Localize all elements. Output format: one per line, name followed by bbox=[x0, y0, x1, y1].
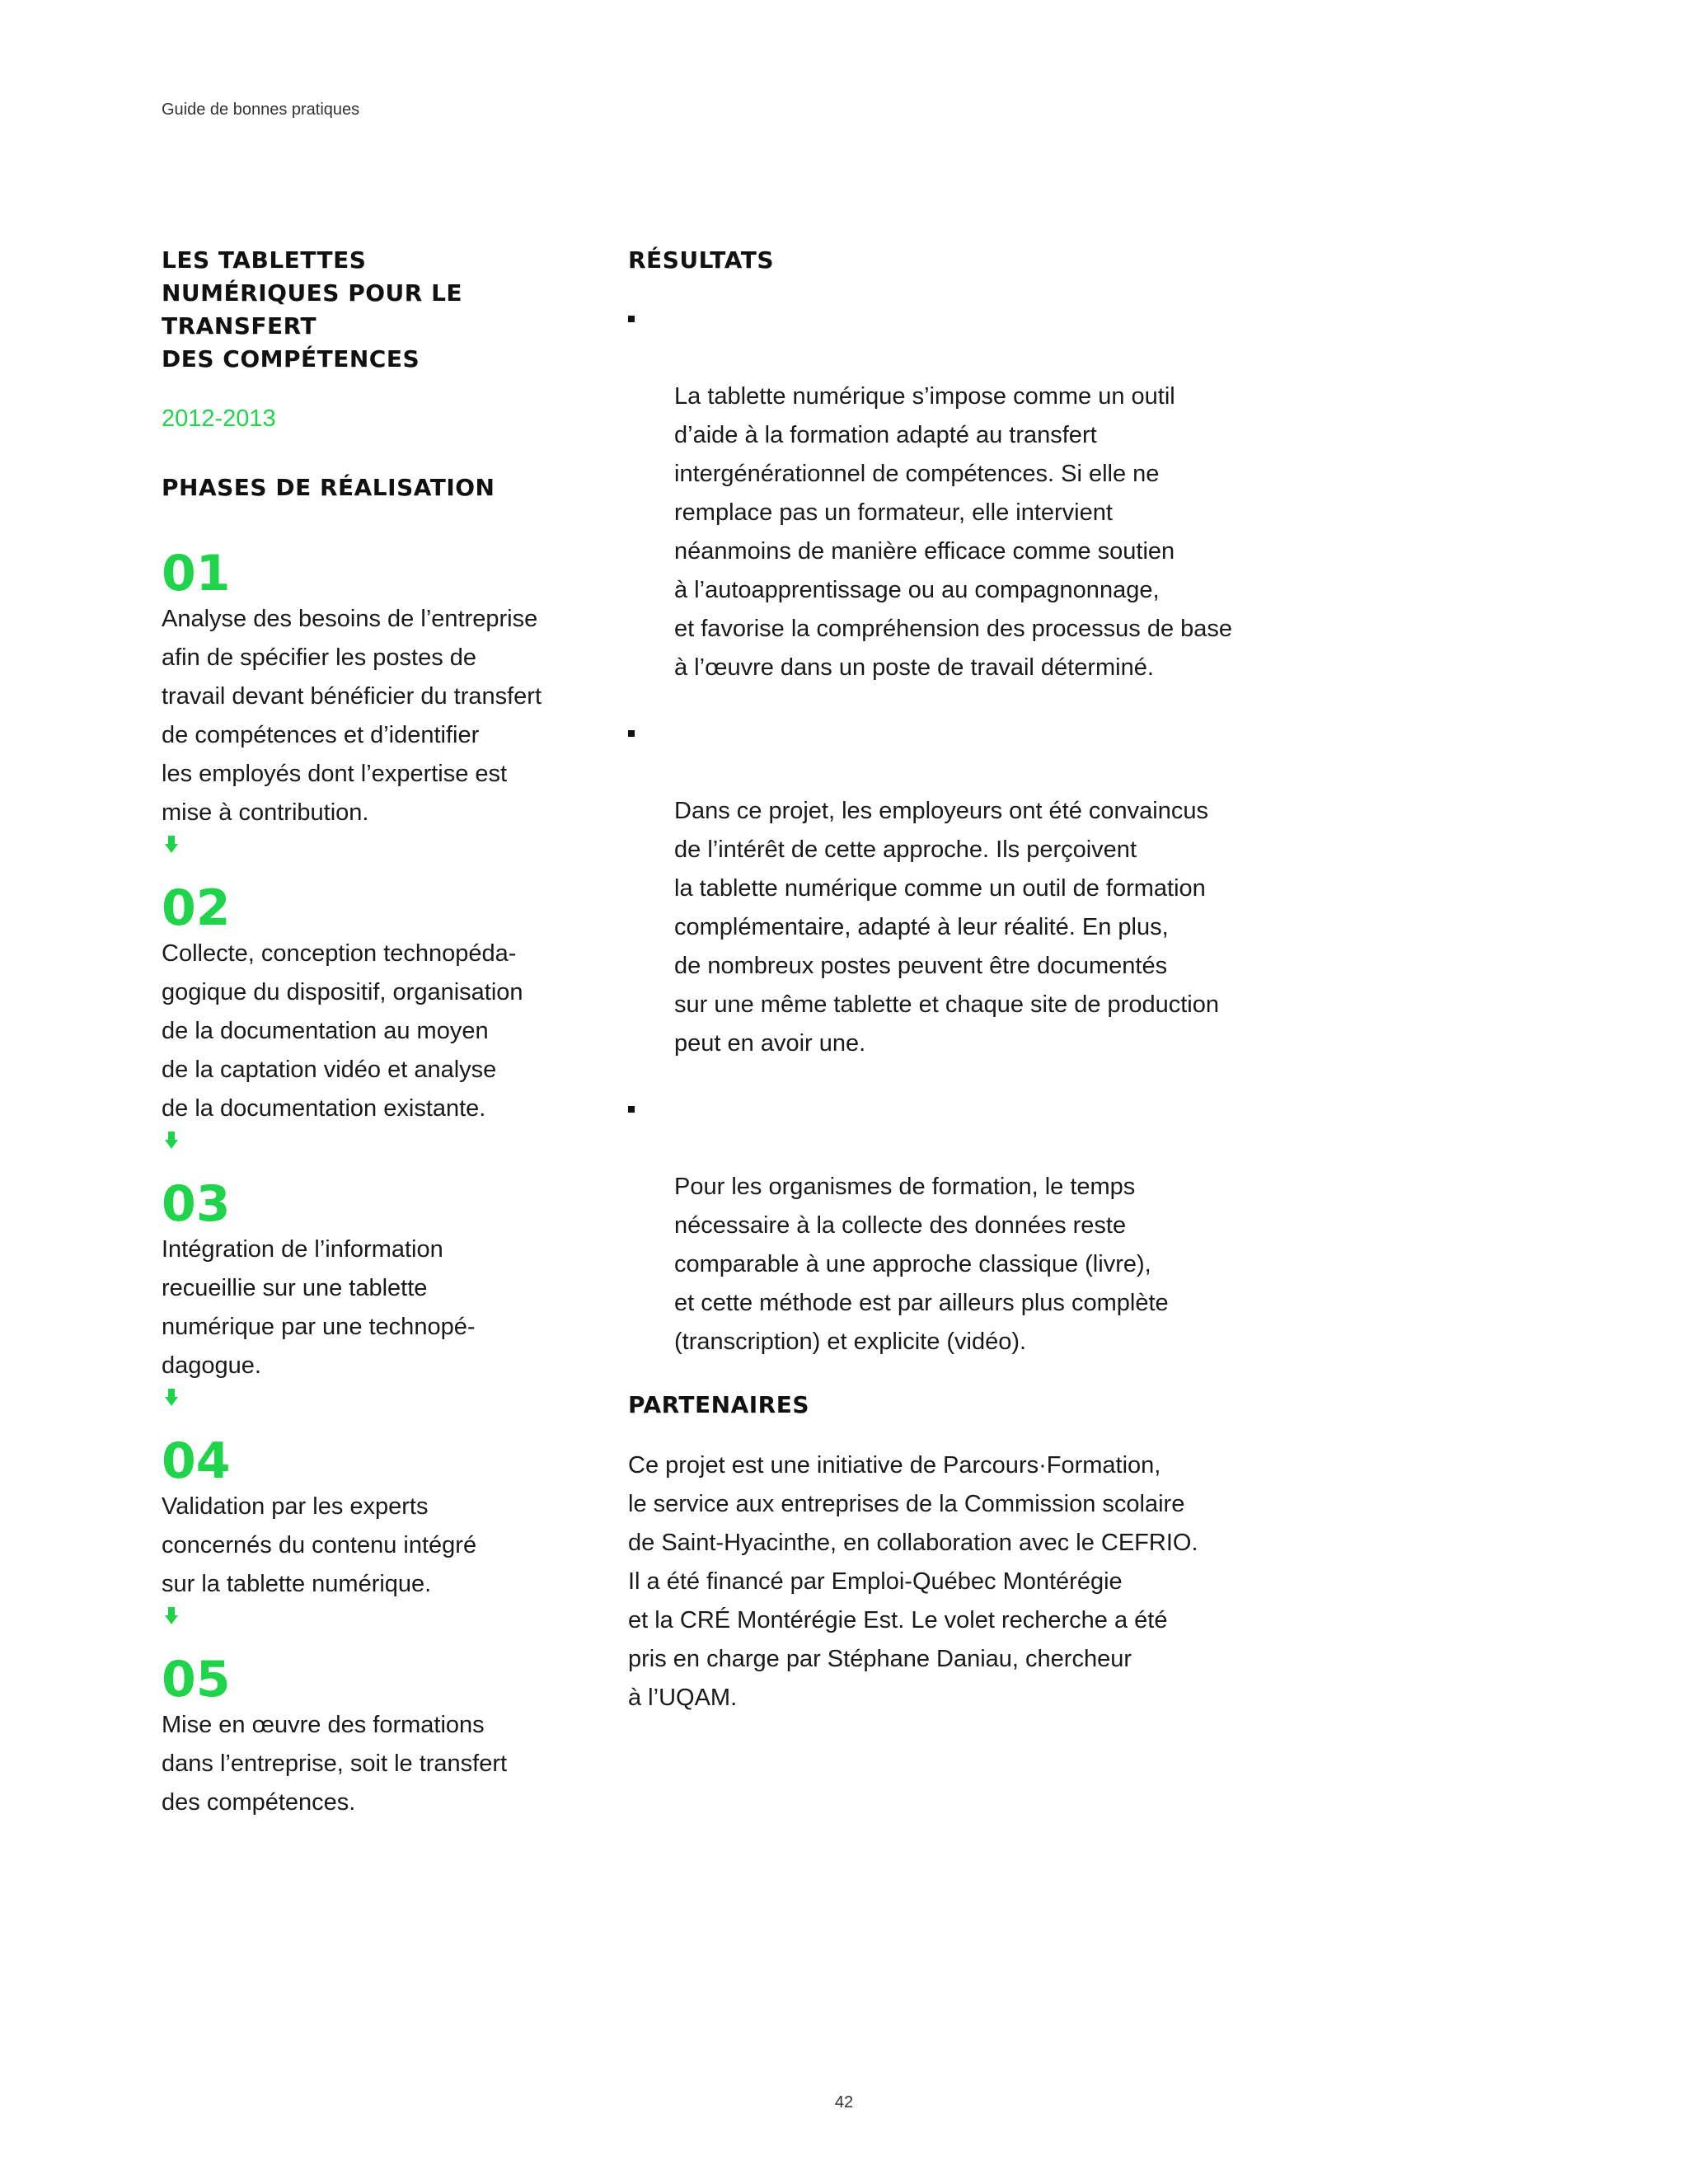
list-item-text: Pour les organismes de formation, le temps nécessaire à la collecte des données reste comparable à une approche classique (livre), et cette méthode est par ailleurs plus complète (transcription) et explicite (vidéo). bbox=[674, 1174, 1169, 1355]
phase-description: Mise en œuvre des formations dans l’entreprise, soit le transfert des compétences. bbox=[162, 1712, 508, 1816]
phase-03 bbox=[162, 1175, 607, 1407]
phase-number: 01 bbox=[162, 545, 231, 602]
right-column bbox=[628, 244, 1312, 1718]
phase-description: Intégration de l’information recueillie sur une tablette numérique par une technopé- dagogue. bbox=[162, 1236, 476, 1379]
list-item bbox=[628, 715, 1312, 1063]
phase-05 bbox=[162, 1653, 607, 1822]
square-bullet-icon bbox=[628, 1106, 635, 1113]
phase-04 bbox=[162, 1432, 607, 1625]
phase-02 bbox=[162, 879, 607, 1150]
partners-paragraph: Ce projet est une initiative de Parcours·Formation, le service aux entreprises de la Commission scolaire de Saint-Hyacinthe, en collaboration avec le CEFRIO. Il a été financé par Emploi-Québec Montérégie et la CRÉ Montérégie Est. Le volet recherche a été pris en charge par Stéphane Daniau, chercheur à l’UQAM. bbox=[628, 1452, 1198, 1711]
document-title: LES TABLETTES NUMÉRIQUES POUR LE TRANSFERT DES COMPÉTENCES bbox=[162, 246, 463, 373]
arrow-down-icon bbox=[165, 1389, 178, 1407]
phase-number: 02 bbox=[162, 879, 231, 937]
list-item-text: La tablette numérique s’impose comme un outil d’aide à la formation adapté au transfert intergénérationnel de compétences. Si elle ne remplace pas un formateur, elle intervient néanmoins de manière efficace comme soutien à l’autoapprentissage ou au compagnonnage, et favorise la compréhension des processus de base à l’œuvre dans un poste de travail déterminé. bbox=[674, 383, 1233, 681]
arrow-down-icon bbox=[165, 836, 178, 854]
year-range: 2012-2013 bbox=[162, 405, 276, 432]
arrow-down-icon bbox=[165, 1132, 178, 1150]
phase-description: Validation par les experts concernés du contenu intégré sur la tablette numérique. bbox=[162, 1493, 477, 1597]
phase-number: 04 bbox=[162, 1432, 231, 1490]
phase-description: Collecte, conception technopéda- gogique du dispositif, organisation de la documentation au moyen de la captation vidéo et analyse de la documentation existante. bbox=[162, 940, 523, 1122]
results-list bbox=[628, 300, 1312, 1361]
page-number: 42 bbox=[834, 2093, 854, 2111]
phases-heading: PHASES DE RÉALISATION bbox=[162, 474, 495, 501]
list-item bbox=[628, 300, 1312, 687]
phase-number: 05 bbox=[162, 1651, 231, 1708]
square-bullet-icon bbox=[628, 730, 635, 737]
phase-number: 03 bbox=[162, 1175, 231, 1233]
list-item-text: Dans ce projet, les employeurs ont été convaincus de l’intérêt de cette approche. Ils perçoivent la tablette numérique comme un outil de formation complémentaire, adapté à leur réalité. En plus, de nombreux postes peuvent être documentés sur une même tablette et chaque site de production peut en avoir une. bbox=[674, 798, 1219, 1057]
partners-heading: PARTENAIRES bbox=[628, 1391, 810, 1418]
arrow-down-icon bbox=[165, 1607, 178, 1625]
running-head: Guide de bonnes pratiques bbox=[162, 101, 360, 119]
left-column bbox=[162, 244, 607, 1822]
phase-description: Analyse des besoins de l’entreprise afin de spécifier les postes de travail devant bénéficier du transfert de compétences et d’identifier les employés dont l’expertise est mise à contribution. bbox=[162, 606, 542, 826]
phase-01 bbox=[162, 547, 607, 854]
square-bullet-icon bbox=[628, 316, 635, 322]
list-item bbox=[628, 1090, 1312, 1361]
results-heading: RÉSULTATS bbox=[628, 246, 774, 274]
